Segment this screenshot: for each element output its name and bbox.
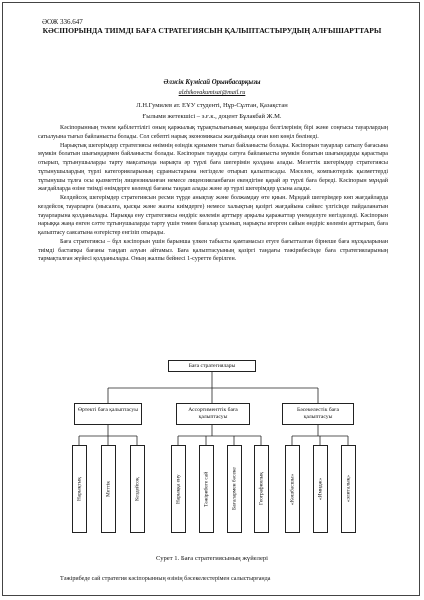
figure-pricing-strategies	[30, 350, 394, 560]
leaf-price-competition: Бағалармен бәсеке	[227, 445, 242, 533]
figure-caption: Сурет 1. Баға стратегиясының жүйелері	[155, 555, 269, 562]
paragraph-4: Баға стратегиясы – бұл кәсіпорын үшін барынша үлкен табысты қамтамасыз етуге бағытталған бірнеше баға нұсқаларынан тиімді бастапқы бағаны таңдап алуын айтамыз. Баға қалыптасуының қазіргі таңдағы тәжірибесінде баға стратегияларының тармақталған жүйесі қолданылады. Оның жалпы бейнесі 1-суретте берілген.	[38, 238, 388, 263]
author-name: Әлжік Күмісай Орынбасарқызы	[163, 79, 261, 86]
udc-code: ӘОЖ 336.647	[42, 18, 83, 26]
node-root: Баға стратегиялары	[168, 360, 256, 372]
paragraph-5-start: Тәжірибеде сай стратегия кәсіпорынның өзінің бәсекелестерімен салыстырғанда	[60, 576, 271, 582]
paragraph-2: Нарықтық шегерімдер стратегиясы өнімнің өзіндік құнымен тығыз байланысты болады. Кәсіпорын тауарлар сатылу бағасына мүмкін болатын шығындармен байланысты болады. Кәсіпорын тауарды сатуға байланысты мүмкін болатын шығындарды қарастыра отырып, тұтынушыларды тарту мақсатында нарықта әр түрлі баға шегерімін қолдана алады. Мезеттік шегерімдер стратегиясы тұтынушылардың түрлі категорияларының сұраныстарына негізделе отырып қалыптасады. Мәселен, компьютерлік қызметтерді тұтынушы тұлға осы қызметтің лицензияланған немесе лицензияланбаған екендігіне қарай әр түрлі баға береді. Кәсіпорын мұндай жағдайларда өзіне тиімді өнімдерге көлемді бағаны таңдап алады және әр түрлі шегерімдер ұсына алады.	[38, 142, 388, 193]
affiliation-line-2: Ғылыми жетекшісі – э.ғ.к., доцент Бұлакбай Ж.М.	[142, 113, 282, 120]
node-group-1: Өртекті баға қалыптасуы	[74, 403, 142, 425]
leaf-market: Нарықтық	[72, 445, 87, 533]
paragraph-3: Келдейсоқ шегерімдер стратегиясын ресми түрде анықтау және болжамдау өте қиын. Мұндай шегерімдер көп жағдайларда кездейсоқ тауарларға (мысалға, қысқы және жазғы киімдерге) немесе халықтың қазіргі жағдайына сәйкес үлгісінде пайдаланатын тауарларына қолданылады. Нарыққа ену стратегиясы өндіріс көлемін арттыру арқылы қаражаттар үнемделуге негізделеді. Кәсіпорын нарыққа жаңа енген сәтте тұтынушыларды тарту үшін төмен бағалар ұсынып, нарықты игерген сайын өндіріс көлемін арттырып, баға қалыптасу саясатына өзгерістер енгізіп отырады.	[38, 195, 388, 236]
author-email[interactable]: alzhikovakumisai@mail.ru	[178, 89, 246, 96]
leaf-temporal: Меттік	[101, 445, 116, 533]
leaf-elite: «элиталық»	[341, 445, 356, 533]
node-group-2: Ассортименттік баға қалыптасуы	[176, 403, 250, 425]
leaf-leader: «Көшбасшы»	[285, 445, 300, 533]
leaf-experience: Тәжірибеге сай	[199, 445, 214, 533]
affiliation-line-1: Л.Н.Гумилев ат. ЕҰУ студенті, Нұр-Сұлтан, Қазақстан	[136, 102, 288, 109]
leaf-geographic: Географиялық	[254, 445, 269, 533]
node-group-3: Бәсекелестік баға қалыптасуы	[282, 403, 354, 425]
author-affiliation	[0, 100, 424, 122]
body-text	[38, 124, 388, 264]
leaf-market-entry: Нарыққа ену	[171, 445, 186, 533]
paper-title: КӘСІПОРЫНДА ТИІМДІ БАҒА СТРАТЕГИЯСЫН ҚАЛЫПТАСТЫРУДЫҢ АЛҒЫШАРТТАРЫ	[42, 26, 382, 35]
paragraph-1: Кәсіпорынның төлем қабілеттілігі оның қаржылық тұрақтылығының маңызды белгілерінің бірі және соңғысы тауарлардың сатылуына тығыз байланысты болады. Сол себепті нарық экономикасы жағдайында оған көп көңіл бөлінеді.	[38, 125, 388, 140]
leaf-random: Кездейсоқ	[130, 445, 145, 533]
leaf-image: «Имидж»	[313, 445, 328, 533]
